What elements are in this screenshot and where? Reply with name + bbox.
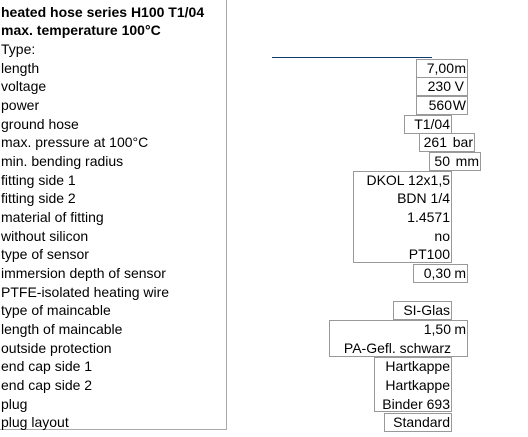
maincable-type-value: SI-Glas	[403, 302, 450, 318]
bending-radius-label: min. bending radius	[1, 153, 124, 169]
immersion-depth-unit: m	[454, 265, 466, 281]
divider-line	[272, 57, 432, 58]
fitting-side-1-label: fitting side 1	[1, 172, 76, 188]
end-cap-1-value: Hartkappe	[385, 358, 450, 374]
plug-layout-value: Standard	[393, 414, 450, 430]
power-value: 560	[428, 97, 452, 113]
immersion-depth-value: 0,30	[423, 265, 451, 281]
maincable-length-value: 1,50	[423, 321, 451, 337]
material-label: material of fitting	[1, 209, 104, 225]
pressure-unit: bar	[452, 134, 473, 150]
maincable-length-label: length of maincable	[1, 321, 123, 337]
max-temperature-heading: max. temperature 100°C	[1, 22, 161, 38]
end-cap-2-label: end cap side 2	[1, 377, 93, 393]
fitting-side-2-value: BDN 1/4	[397, 190, 450, 206]
ptfe-heating-wire-label: PTFE-isolated heating wire	[1, 284, 170, 300]
immersion-depth-label: immersion depth of sensor	[1, 265, 166, 281]
sensor-type-label: type of sensor	[1, 246, 89, 262]
product-title: heated hose series H100 T1/04	[1, 4, 205, 20]
power-label: power	[1, 97, 40, 113]
fitting-side-1-value: DKOL 12x1,5	[366, 172, 450, 188]
end-cap-1-label: end cap side 1	[1, 358, 93, 374]
ground-hose-label: ground hose	[1, 116, 79, 132]
fitting-side-2-label: fitting side 2	[1, 190, 76, 206]
power-unit: W	[452, 97, 466, 113]
pressure-value: 261	[423, 134, 447, 150]
without-silicon-label: without silicon	[1, 228, 89, 244]
length-value: 7,00	[426, 60, 454, 76]
bending-radius-value: 50	[434, 153, 450, 169]
plug-label: plug	[1, 396, 28, 412]
voltage-value: 230	[427, 78, 451, 94]
max-pressure-label: max. pressure at 100°C	[1, 134, 149, 150]
sensor-type-value: PT100	[408, 246, 450, 262]
outside-protection-label: outside protection	[1, 340, 112, 356]
maincable-type-label: type of maincable	[1, 302, 111, 318]
ground-hose-value: T1/04	[414, 116, 450, 132]
plug-value: Binder 693	[382, 396, 450, 412]
material-value: 1.4571	[407, 209, 450, 225]
length-label: length	[1, 60, 40, 76]
maincable-length-unit: m	[454, 321, 466, 337]
voltage-unit: V	[454, 78, 464, 94]
outside-protection-value: PA-Gefl. schwarz	[343, 340, 451, 356]
without-silicon-value: no	[434, 228, 450, 244]
bending-radius-unit: mm	[455, 153, 479, 169]
length-unit: m	[454, 60, 466, 76]
end-cap-2-value: Hartkappe	[385, 377, 450, 393]
plug-layout-label: plug layout	[1, 414, 69, 430]
type-heading: Type:	[1, 41, 36, 57]
voltage-label: voltage	[1, 78, 47, 94]
